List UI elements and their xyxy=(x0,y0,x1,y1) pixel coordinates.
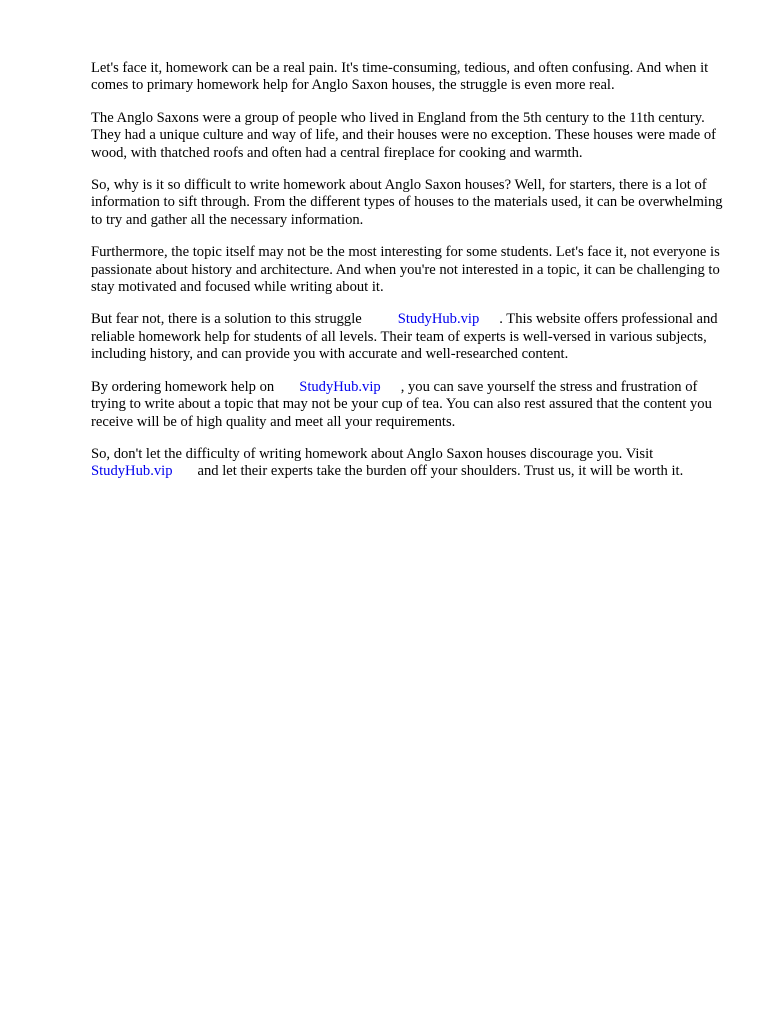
paragraph-closing-lead: So, don't let the difficulty of writing homework about Anglo Saxon houses discourage you. Visit xyxy=(91,445,654,462)
paragraph-ordering-tail: , you can save yourself the stress and frustration of trying to write about a topic that may not be your cup of tea. You can also rest assured that the content you receive will be of high quality and meet all your requirements. xyxy=(91,378,712,430)
paragraph-ordering-lead: By ordering homework help on xyxy=(91,378,275,395)
paragraph-interest: Furthermore, the topic itself may not be the most interesting for some students. Let's face it, not everyone is passionate about history and architecture. And when you're not interested in a topic, it can be challenging to stay motivated and focused while writing about it. xyxy=(91,244,720,296)
studyhub-link[interactable]: StudyHub.vip xyxy=(397,311,480,328)
document-body xyxy=(91,60,723,496)
paragraph-intro: Let's face it, homework can be a real pain. It's time-consuming, tedious, and often confusing. And when it comes to primary homework help for Anglo Saxon houses, the struggle is even more real. xyxy=(91,60,709,94)
paragraph-closing-tail: and let their experts take the burden off your shoulders. Trust us, it will be worth it. xyxy=(197,463,684,480)
paragraph-anglo-saxons: The Anglo Saxons were a group of people who lived in England from the 5th century to the 11th century. They had a unique culture and way of life, and their houses were no exception. These houses were made of wood, with thatched roofs and often had a central fireplace for cooking and warmth. xyxy=(91,109,717,161)
paragraph-solution-lead: But fear not, there is a solution to this struggle xyxy=(91,311,362,328)
paragraph-ordering xyxy=(91,379,723,431)
paragraph-solution-tail: . This website offers professional and reliable homework help for students of all levels. Their team of experts is well-versed in various subjects, including history, and can provide you with accurate and well-researched content. xyxy=(91,311,718,363)
studyhub-link[interactable]: StudyHub.vip xyxy=(299,378,381,395)
studyhub-link[interactable]: StudyHub.vip xyxy=(91,463,173,480)
paragraph-solution xyxy=(91,311,723,363)
paragraph-difficulty: So, why is it so difficult to write homework about Anglo Saxon houses? Well, for starters, there is a lot of information to sift through. From the different types of houses to the materials used, it can be overwhelming to try and gather all the necessary information. xyxy=(91,177,723,228)
paragraph-closing xyxy=(91,446,723,481)
